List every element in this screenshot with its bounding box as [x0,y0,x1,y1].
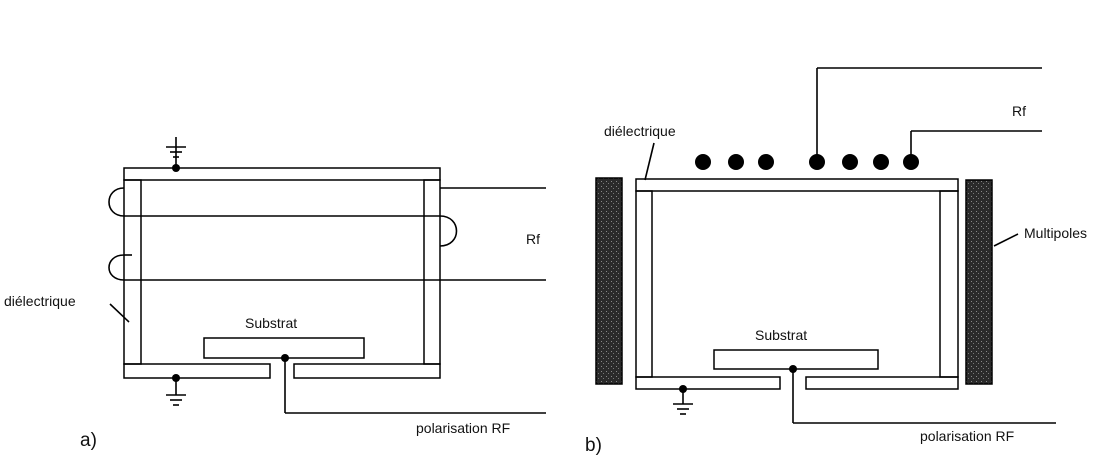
rf-coil-dots-b [695,154,919,170]
dielectric-wall-left-a [124,180,141,364]
bias-label-a: polarisation RF [416,420,511,436]
dielectric-pointer-b [645,143,654,180]
substrate-label-b: Substrat [755,327,808,343]
bottom-electrode-left-b [636,377,780,389]
rf-label-b: Rf [1012,103,1026,119]
dielectric-label-b: diélectrique [604,123,676,139]
rf-feed-lines-b [817,68,1042,162]
chamber-wall-right-b [940,191,958,377]
multipole-magnet-left-b [596,178,622,384]
ground-symbol-top-a [166,137,186,168]
bottom-electrode-left-a [124,364,270,378]
panel-b-diagram [585,68,1087,455]
substrate-label-a: Substrat [245,315,298,331]
multipoles-pointer-b [994,234,1018,246]
dielectric-pointer-a [110,304,129,322]
bottom-electrode-right-a [294,364,440,378]
multipoles-label-b: Multipoles [1024,225,1088,241]
multipole-magnet-right-b [966,180,992,384]
rf-coil-a [109,188,546,280]
chamber-wall-left-b [636,191,652,377]
rf-bias-line-a [281,354,546,413]
rf-label-a: Rf [526,231,540,247]
bottom-electrode-right-b [806,377,958,389]
panel-letter-a: a) [80,430,97,451]
substrate-block-b [714,350,878,369]
top-electrode-a [124,168,440,180]
bias-label-b: polarisation RF [920,428,1015,444]
top-contact-dot-a [172,164,180,172]
dielectric-wall-right-a [424,180,440,364]
rf-bias-line-b [789,365,1056,423]
panel-a-diagram [4,137,546,451]
dielectric-label-a: diélectrique [4,293,76,309]
dielectric-top-b [636,179,958,191]
panel-letter-b: b) [585,435,602,455]
